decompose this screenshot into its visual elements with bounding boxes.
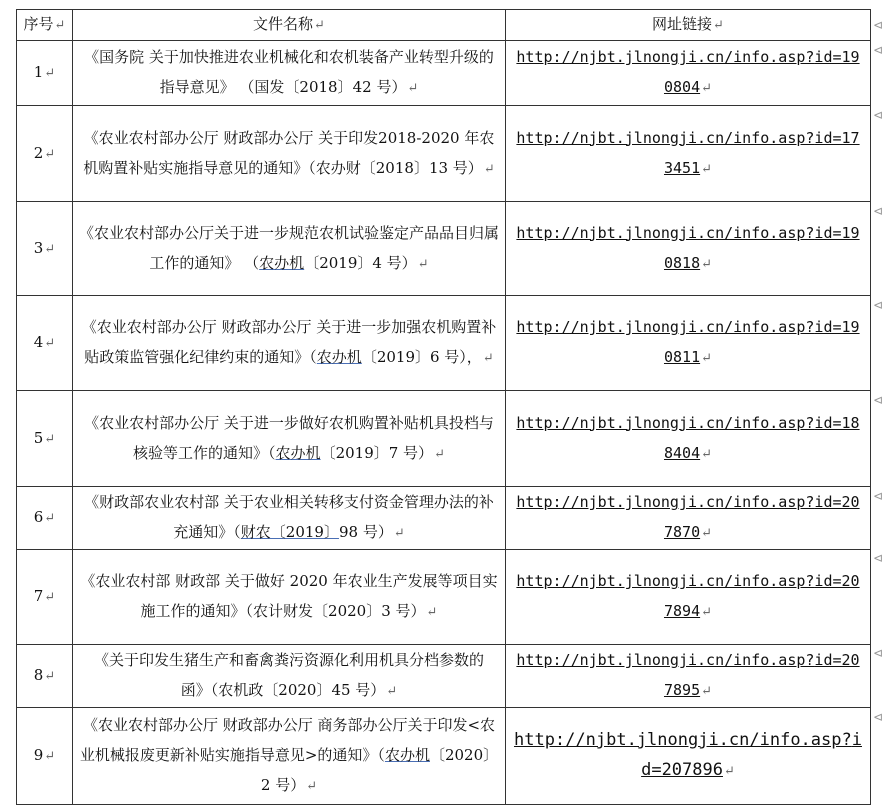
url-part-2[interactable]: id=190804 — [663, 48, 860, 96]
file-name-text: 《国务院 关于加快推进农业机械化和农机装备产业转型升级的指导意见》 （国发〔2018〕42 号） — [84, 48, 494, 96]
url-part-1[interactable]: http://njbt.jlnongji.cn/info.asp? — [516, 572, 815, 590]
row-number-text: 6 — [33, 508, 44, 526]
paragraph-mark: ↵ — [701, 684, 713, 699]
row-number-text: 4 — [33, 333, 44, 351]
file-name — [73, 106, 506, 202]
document-table — [16, 9, 871, 805]
row-number — [17, 391, 73, 487]
row-number-text: 7 — [33, 587, 44, 605]
url-part-2[interactable]: id=190818 — [663, 223, 860, 272]
file-name-underlined: 农办机 — [259, 253, 305, 272]
header-url — [506, 10, 871, 41]
paragraph-mark: ↵ — [701, 526, 713, 541]
row-number-text: 3 — [33, 238, 44, 257]
paragraph-mark: ↵ — [44, 146, 56, 162]
row-number-text: 1 — [33, 63, 44, 81]
paragraph-mark: ↵ — [701, 81, 713, 96]
cell-end-mark: ⊲ — [873, 710, 884, 724]
paragraph-mark: ↵ — [701, 161, 713, 177]
url-link[interactable] — [516, 572, 859, 620]
url-part-1[interactable]: http://njbt.jlnongji.cn/info.asp? — [516, 48, 815, 66]
cell-end-mark: ⊲ — [873, 393, 884, 407]
file-name-text: 《农业农村部办公厅 财政部办公厅 商务部办公厅关于印发<农业机械报废更新补贴实施指导意见>的通知》（ — [79, 716, 496, 764]
file-name-text: 《关于印发生猪生产和畜禽粪污资源化利用机具分档参数的函》（农机政〔2020〕45 号） — [93, 651, 484, 699]
file-name — [73, 487, 506, 550]
file-name-suffix: 〔2020〕2 号） — [260, 746, 499, 794]
table-row — [17, 202, 871, 296]
row-number — [17, 202, 73, 296]
url-cell — [506, 296, 871, 391]
url-cell — [506, 106, 871, 202]
file-name-text: 《农业农村部 财政部 关于做好 2020 年农业生产发展等项目实施工作的通知》（农计财发〔2020〕3 号） — [80, 572, 498, 620]
row-number — [17, 296, 73, 391]
row-number — [17, 708, 73, 805]
file-name — [73, 550, 506, 645]
url-cell — [506, 708, 871, 805]
url-link[interactable] — [516, 129, 859, 177]
paragraph-mark: ↵ — [44, 336, 56, 351]
table-row — [17, 708, 871, 805]
paragraph-mark: ↵ — [482, 351, 494, 366]
file-name — [73, 708, 506, 805]
paragraph-mark: ↵ — [393, 526, 405, 541]
url-part-1[interactable]: http://njbt.jlnongji.cn/info.asp? — [516, 413, 815, 432]
paragraph-mark: ↵ — [701, 256, 713, 272]
url-link[interactable] — [516, 493, 859, 541]
paragraph-mark: ↵ — [426, 605, 438, 620]
header-name-text: 文件名称 — [253, 15, 314, 33]
url-cell — [506, 487, 871, 550]
url-cell — [506, 202, 871, 296]
file-name-underlined: 财农〔2019〕 — [240, 523, 339, 541]
url-cell — [506, 391, 871, 487]
url-link[interactable] — [516, 414, 859, 462]
url-part-1[interactable]: http://njbt.jlnongji.cn/info.asp? — [513, 730, 852, 750]
cell-end-mark: ⊲ — [873, 298, 884, 312]
paragraph-mark: ↵ — [54, 18, 66, 33]
file-name-suffix: 〔2019〕4 号） — [304, 253, 417, 272]
url-link[interactable] — [516, 318, 859, 366]
row-number-text: 8 — [33, 666, 44, 684]
paragraph-mark: ↵ — [417, 256, 429, 272]
url-cell — [506, 41, 871, 106]
row-number-text: 2 — [33, 143, 44, 162]
file-name-text: 《农业农村部办公厅关于进一步规范农机试验鉴定产品品目归属工作的通知》 （ — [79, 223, 500, 272]
paragraph-mark: ↵ — [44, 66, 56, 81]
paragraph-mark: ↵ — [701, 605, 713, 620]
url-link[interactable] — [514, 730, 862, 780]
row-number-text: 9 — [33, 746, 44, 764]
file-name-text: 《农业农村部办公厅 财政部办公厅 关于印发2018-2020 年农机购置补贴实施指导意见的通知》（农办财〔2018〕13 号） — [83, 128, 495, 177]
row-number-text: 5 — [33, 428, 44, 447]
cell-end-mark: ⊲ — [873, 204, 884, 218]
table-header-row — [17, 10, 871, 41]
cell-end-mark: ⊲ — [873, 108, 884, 122]
table-row — [17, 487, 871, 550]
paragraph-mark: ↵ — [723, 764, 735, 779]
url-part-2[interactable]: id=207870 — [663, 493, 860, 541]
row-number — [17, 645, 73, 708]
paragraph-mark: ↵ — [44, 241, 56, 257]
file-name-suffix: 〔2019〕6 号）， — [361, 348, 482, 366]
url-part-2[interactable]: id=173451 — [663, 128, 860, 177]
paragraph-mark: ↵ — [44, 511, 56, 526]
paragraph-mark: ↵ — [314, 18, 325, 33]
file-name-suffix: 98 号） — [338, 523, 393, 541]
header-file-name — [73, 10, 506, 41]
url-link[interactable] — [516, 651, 859, 699]
cell-end-mark: ⊲ — [873, 18, 884, 32]
file-name — [73, 202, 506, 296]
file-name — [73, 645, 506, 708]
row-number — [17, 41, 73, 106]
paragraph-mark: ↵ — [44, 669, 56, 684]
row-number — [17, 550, 73, 645]
url-part-2[interactable]: id=190811 — [663, 318, 860, 366]
file-name-text: 《农业农村部办公厅 财政部办公厅 关于进一步加强农机购置补贴政策监管强化纪律约束的通知》（ — [81, 318, 497, 366]
header-serial-number — [17, 10, 73, 41]
url-link[interactable] — [516, 224, 859, 272]
row-number — [17, 487, 73, 550]
cell-end-mark: ⊲ — [873, 43, 884, 57]
url-part-1[interactable]: http://njbt.jlnongji.cn/info.asp? — [516, 651, 815, 669]
cell-end-mark: ⊲ — [873, 551, 884, 565]
cell-end-mark: ⊲ — [873, 489, 884, 503]
table-row — [17, 550, 871, 645]
url-part-2[interactable]: id=207896 — [641, 730, 862, 780]
url-part-1[interactable]: http://njbt.jlnongji.cn/info.asp? — [516, 493, 815, 511]
paragraph-mark: ↵ — [306, 779, 318, 794]
table-row — [17, 296, 871, 391]
file-name — [73, 41, 506, 106]
paragraph-mark: ↵ — [44, 431, 56, 447]
url-part-2[interactable]: id=207894 — [663, 572, 860, 620]
table-row — [17, 391, 871, 487]
paragraph-mark: ↵ — [386, 684, 398, 699]
paragraph-mark: ↵ — [434, 446, 445, 462]
paragraph-mark: ↵ — [483, 161, 495, 177]
file-name-suffix: 〔2019〕7 号） — [320, 443, 434, 462]
paragraph-mark: ↵ — [44, 749, 56, 764]
row-number — [17, 106, 73, 202]
file-name — [73, 296, 506, 391]
file-name-text: 《财政部农业农村部 关于农业相关转移支付资金管理办法的补充通知》（ — [84, 493, 494, 541]
paragraph-mark: ↵ — [713, 18, 724, 33]
file-name-underlined: 农办机 — [275, 443, 321, 462]
header-url-text: 网址链接 — [652, 15, 713, 33]
file-name — [73, 391, 506, 487]
url-part-1[interactable]: http://njbt.jlnongji.cn/info.asp? — [516, 318, 815, 336]
url-part-2[interactable]: id=188404 — [663, 413, 860, 462]
header-serial-text: 序号 — [23, 15, 54, 33]
url-cell — [506, 645, 871, 708]
paragraph-mark: ↵ — [701, 351, 713, 366]
paragraph-mark: ↵ — [44, 590, 56, 605]
paragraph-mark: ↵ — [407, 81, 419, 96]
url-cell — [506, 550, 871, 645]
file-name-text: 《农业农村部办公厅 关于进一步做好农机购置补贴机具投档与核验等工作的通知》（ — [84, 413, 494, 462]
url-link[interactable] — [516, 48, 859, 96]
paragraph-mark: ↵ — [701, 446, 713, 462]
cell-end-mark: ⊲ — [873, 646, 884, 660]
url-part-1[interactable]: http://njbt.jlnongji.cn/info.asp? — [516, 223, 815, 242]
table-row — [17, 106, 871, 202]
table-row — [17, 645, 871, 708]
table-row — [17, 41, 871, 106]
url-part-1[interactable]: http://njbt.jlnongji.cn/info.asp? — [516, 128, 815, 147]
file-name-underlined: 农办机 — [384, 746, 430, 764]
file-name-underlined: 农办机 — [316, 348, 362, 366]
url-part-2[interactable]: id=207895 — [663, 651, 860, 699]
